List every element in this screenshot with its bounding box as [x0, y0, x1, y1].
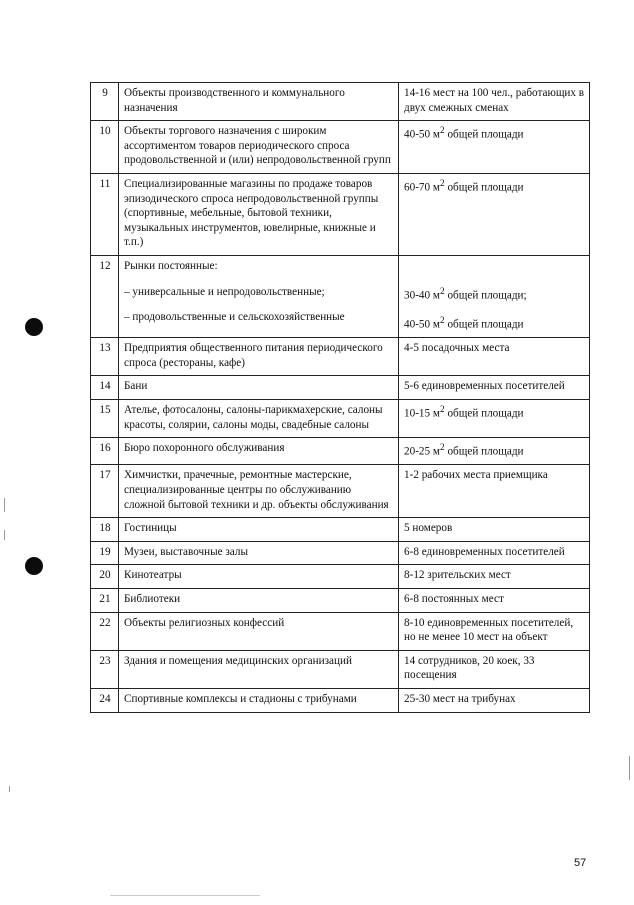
table-row	[91, 121, 590, 174]
object-subtype: – универсальные и непродовольственные;	[124, 285, 325, 298]
object-type: Здания и помещения медицинских организаций	[119, 650, 399, 688]
object-type: Библиотеки	[119, 589, 399, 613]
table-row	[91, 589, 590, 613]
table-row	[91, 612, 590, 650]
row-number: 14	[91, 376, 119, 400]
scan-artifact	[629, 756, 630, 780]
capacity-norm-sub: 30-40 $м^2$ общей площади;	[404, 286, 527, 302]
row-number: 23	[91, 650, 119, 688]
row-number: 18	[91, 518, 119, 542]
row-number: 11	[91, 173, 119, 255]
capacity-norm: 14 сотрудников, 20 коек, 33 посещения	[399, 650, 590, 688]
capacity-norm: 25-30 мест на трибунах	[399, 689, 590, 713]
punch-hole-mark	[25, 557, 43, 575]
capacity-norm: 1-2 рабочих места приемщика	[399, 465, 590, 518]
table-row	[91, 173, 590, 255]
capacity-norm: 8-12 зрительских мест	[399, 565, 590, 589]
row-number: 21	[91, 589, 119, 613]
capacity-norm	[399, 255, 590, 337]
object-type	[119, 255, 399, 337]
row-number: 9	[91, 83, 119, 121]
row-number: 22	[91, 612, 119, 650]
capacity-norm: 5-6 единовременных посетителей	[399, 376, 590, 400]
object-type: Музеи, выставочные залы	[119, 541, 399, 565]
capacity-norm: 6-8 постоянных мест	[399, 589, 590, 613]
capacity-norm: 4-5 посадочных места	[399, 338, 590, 376]
capacity-norm: 60-70 $м^2$ общей площади	[399, 173, 590, 255]
table-row	[91, 399, 590, 437]
table-row	[91, 255, 590, 337]
scan-artifact	[110, 895, 260, 896]
object-subtype: – продовольственные и сельскохозяйственные	[124, 311, 345, 324]
row-number: 19	[91, 541, 119, 565]
object-type: Химчистки, прачечные, ремонтные мастерские, специализированные центры по обслуживанию сложной бытовой техники и др. объекты обслуживания	[119, 465, 399, 518]
punch-hole-mark	[25, 318, 43, 336]
object-heading: Рынки постоянные:	[124, 259, 218, 272]
row-number: 17	[91, 465, 119, 518]
table-row	[91, 465, 590, 518]
capacity-norm: 14-16 мест на 100 чел., работающих в двух смежных сменах	[399, 83, 590, 121]
table-row	[91, 541, 590, 565]
capacity-norm: 20-25 $м^2$ общей площади	[399, 438, 590, 465]
object-type: Объекты торгового назначения с широким ассортиментом товаров периодического спроса продовольственной и (или) непродовольственной групп	[119, 121, 399, 174]
table-row	[91, 565, 590, 589]
row-number: 13	[91, 338, 119, 376]
table-row	[91, 650, 590, 688]
object-type: Гостиницы	[119, 518, 399, 542]
scan-artifact	[4, 530, 5, 540]
table-row	[91, 376, 590, 400]
row-number: 16	[91, 438, 119, 465]
scan-artifact	[9, 786, 10, 792]
capacity-norm: 5 номеров	[399, 518, 590, 542]
object-type: Предприятия общественного питания периодического спроса (рестораны, кафе)	[119, 338, 399, 376]
table-row	[91, 83, 590, 121]
row-number: 20	[91, 565, 119, 589]
capacity-norm: 8-10 единовременных посетителей, но не менее 10 мест на объект	[399, 612, 590, 650]
row-number: 15	[91, 399, 119, 437]
object-type: Специализированные магазины по продаже товаров эпизодического спроса непродовольственной группы (спортивные, мебельные, бытовой техники, музыкальных инструментов, ювелирные, книжные и т.п.)	[119, 173, 399, 255]
capacity-norm: 40-50 $м^2$ общей площади	[399, 121, 590, 174]
object-type: Бани	[119, 376, 399, 400]
table-row	[91, 689, 590, 713]
object-type: Кинотеатры	[119, 565, 399, 589]
capacity-norm-sub: 40-50 $м^2$ общей площади	[404, 315, 524, 331]
table-row	[91, 438, 590, 465]
object-type: Спортивные комплексы и стадионы с трибунами	[119, 689, 399, 713]
row-number: 12	[91, 255, 119, 337]
scan-artifact	[4, 498, 5, 512]
table-row	[91, 518, 590, 542]
capacity-norm: 10-15 $м^2$ общей площади	[399, 399, 590, 437]
object-type: Бюро похоронного обслуживания	[119, 438, 399, 465]
table-row	[91, 338, 590, 376]
row-number: 10	[91, 121, 119, 174]
object-type: Объекты производственного и коммунального назначения	[119, 83, 399, 121]
object-type: Объекты религиозных конфессий	[119, 612, 399, 650]
page-number: 57	[574, 857, 587, 869]
norms-table	[90, 82, 590, 713]
row-number: 24	[91, 689, 119, 713]
object-type: Ателье, фотосалоны, салоны-парикмахерские, салоны красоты, солярии, салоны моды, свадебные салоны	[119, 399, 399, 437]
capacity-norm: 6-8 единовременных посетителей	[399, 541, 590, 565]
